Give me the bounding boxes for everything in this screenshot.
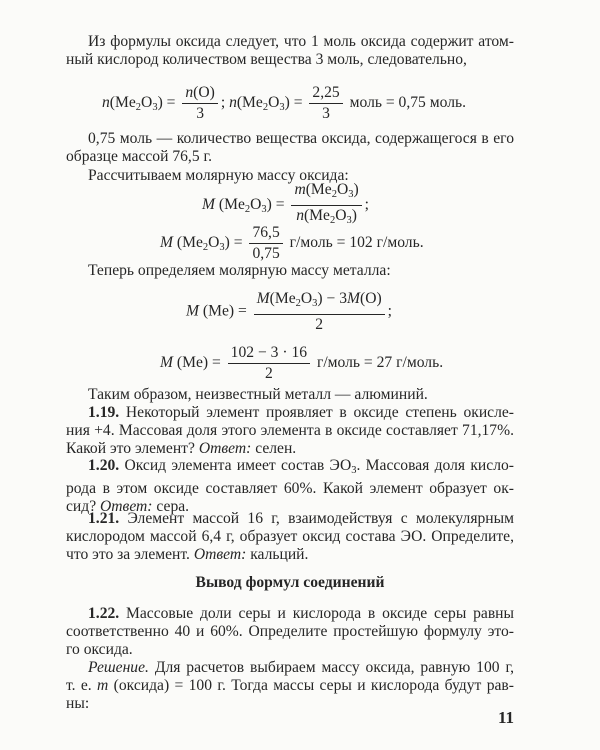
fraction-numerator: 2,25 bbox=[309, 84, 342, 104]
text-line bbox=[66, 440, 514, 458]
section-heading: Вывод формул соединений bbox=[195, 574, 385, 591]
text-fragment: т. е. bbox=[66, 677, 92, 694]
paragraph-intro bbox=[66, 33, 514, 69]
formula-result: г/моль = 27 г/моль. bbox=[316, 354, 444, 372]
answer-label: Ответ: bbox=[193, 546, 247, 563]
formula-metal-value bbox=[160, 344, 443, 383]
paragraph-conclusion bbox=[66, 386, 514, 404]
separator: ; bbox=[387, 302, 393, 320]
solution-label: Решение. bbox=[88, 659, 149, 676]
subscript: 3 bbox=[351, 465, 357, 476]
text-line bbox=[66, 677, 514, 695]
text-line: ный кислород количеством вещества 3 моль, следовательно, bbox=[66, 51, 467, 68]
fraction: $\frac{M(Me_2O_3) - 3M(O)}{2}$ bbox=[254, 290, 385, 334]
answer-label: Ответ: bbox=[198, 440, 252, 457]
formula-symbol: n bbox=[102, 94, 110, 112]
text-fragment: Некоторый элемент проявляет в оксиде степень окисле- bbox=[125, 404, 514, 421]
formula-symbol: m bbox=[97, 677, 109, 694]
formula-metal-def bbox=[186, 290, 392, 334]
text-line bbox=[66, 404, 514, 422]
text-fragment: Массовые доли серы и кислорода в оксиде серы равны bbox=[126, 605, 514, 622]
answer-value: селен. bbox=[255, 440, 297, 457]
fraction-denominator: 2 bbox=[315, 316, 324, 333]
problem-number: 1.20. bbox=[88, 457, 120, 474]
formula-lhs: M (Me) = bbox=[186, 302, 247, 320]
fraction: $\frac{m(Me_2O_3)}{n(Me_2O_3)}$ bbox=[291, 181, 361, 230]
problem-number: 1.19. bbox=[88, 404, 120, 421]
text-line: рода в этом оксиде составляет 60%. Какой элемент образует ок- bbox=[66, 480, 514, 497]
text-line: соответственно 40 и 60%. Определите простейшую формулу это- bbox=[66, 623, 514, 640]
fraction-denominator: 2 bbox=[264, 365, 273, 382]
text-line: Рассчитываем молярную массу оксида: bbox=[88, 167, 349, 184]
fraction-numerator: 76,5 bbox=[249, 224, 282, 244]
problem-1-22 bbox=[66, 605, 514, 659]
fraction-numerator: 102 − 3 · 16 bbox=[228, 344, 310, 364]
text-fragment: Элемент массой 16 г, взаимодействуя с молекулярным bbox=[127, 510, 514, 527]
fraction: $\frac{n(O)}{3}$ bbox=[182, 84, 217, 123]
text-fragment: . Массовая доля кисло- bbox=[356, 457, 514, 474]
paragraph-amount bbox=[66, 130, 514, 166]
answer-value: сера. bbox=[156, 498, 190, 515]
problem-1-20 bbox=[66, 457, 514, 516]
text-line: Теперь определяем молярную массу металла: bbox=[88, 262, 391, 279]
fraction-denominator: 3 bbox=[196, 105, 204, 122]
fraction: $\frac{2,25}{3}$ bbox=[309, 84, 342, 123]
problem-number: 1.21. bbox=[88, 510, 120, 527]
text-line: 0,75 моль — количество вещества оксида, содержащегося в его bbox=[88, 130, 514, 147]
formula-result: г/моль = 102 г/моль. bbox=[289, 234, 424, 252]
text-line: Таким образом, неизвестный металл — алюминий. bbox=[88, 386, 428, 403]
fraction bbox=[228, 344, 310, 383]
problem-number: 1.22. bbox=[88, 605, 120, 622]
problem-1-19 bbox=[66, 404, 514, 458]
answer-label: Ответ: bbox=[100, 498, 153, 515]
formula-moles: $n(Me_2O_3)$ = $\frac{n(O)}{3}$ ; $n(Me_2O_3)$ = $\frac{2,25}{3}$ моль = 0,75 моль. bbox=[102, 84, 466, 122]
solution-paragraph bbox=[66, 659, 514, 713]
separator: ; bbox=[220, 94, 226, 112]
fraction bbox=[249, 224, 282, 263]
text-fragment: Оксид элемента имеет состав ЭО bbox=[124, 457, 352, 474]
formula-symbol: O bbox=[141, 94, 153, 112]
paragraph-metal-mass-intro bbox=[66, 262, 514, 280]
text-fragment: сид? bbox=[66, 498, 97, 515]
separator: ; bbox=[364, 196, 370, 214]
text-fragment: что это за элемент. bbox=[66, 546, 190, 563]
text-line bbox=[66, 659, 514, 677]
text-line bbox=[66, 457, 514, 480]
text-line: ния +4. Массовая доля этого элемента в оксиде составляет 71,17%. bbox=[66, 422, 514, 439]
text-fragment: Для расчетов выбираем массу оксида, равную 100 г, bbox=[154, 659, 514, 676]
formula-molar-mass-value: M $(Me_2O_3)$ = $\frac{76,5}{0,75}$ г/моль = 102 г/моль. bbox=[160, 224, 424, 262]
text-line bbox=[66, 605, 514, 623]
text-line: образце массой 76,5 г. bbox=[66, 148, 213, 165]
page-number: 11 bbox=[498, 708, 515, 727]
text-fragment: Какой это элемент? bbox=[66, 440, 195, 457]
answer-value: кальций. bbox=[250, 546, 309, 563]
fraction-denominator: 0,75 bbox=[252, 245, 280, 262]
text-line bbox=[66, 546, 514, 564]
text-line: кислородом массой 6,4 г, образует оксид состава ЭО. Определите, bbox=[66, 528, 514, 545]
text-line: го оксида. bbox=[66, 641, 133, 658]
formula-molar-mass-def: M $(Me_2O_3)$ = $\frac{m(Me_2O_3)}{n(Me_2O_3)}$ ; bbox=[202, 181, 369, 230]
text-fragment: (оксида) = 100 г. Тогда массы серы и кислорода будут рав- bbox=[113, 677, 514, 694]
text-line: ны: bbox=[66, 695, 90, 712]
formula-symbol: Me bbox=[115, 94, 136, 112]
text-line bbox=[66, 510, 514, 528]
problem-1-21 bbox=[66, 510, 514, 564]
formula-lhs: M (Me) = bbox=[160, 354, 221, 372]
text-line: Из формулы оксида следует, что 1 моль оксида содержит атом- bbox=[88, 33, 514, 50]
formula-result: моль = 0,75 моль. bbox=[349, 94, 466, 112]
